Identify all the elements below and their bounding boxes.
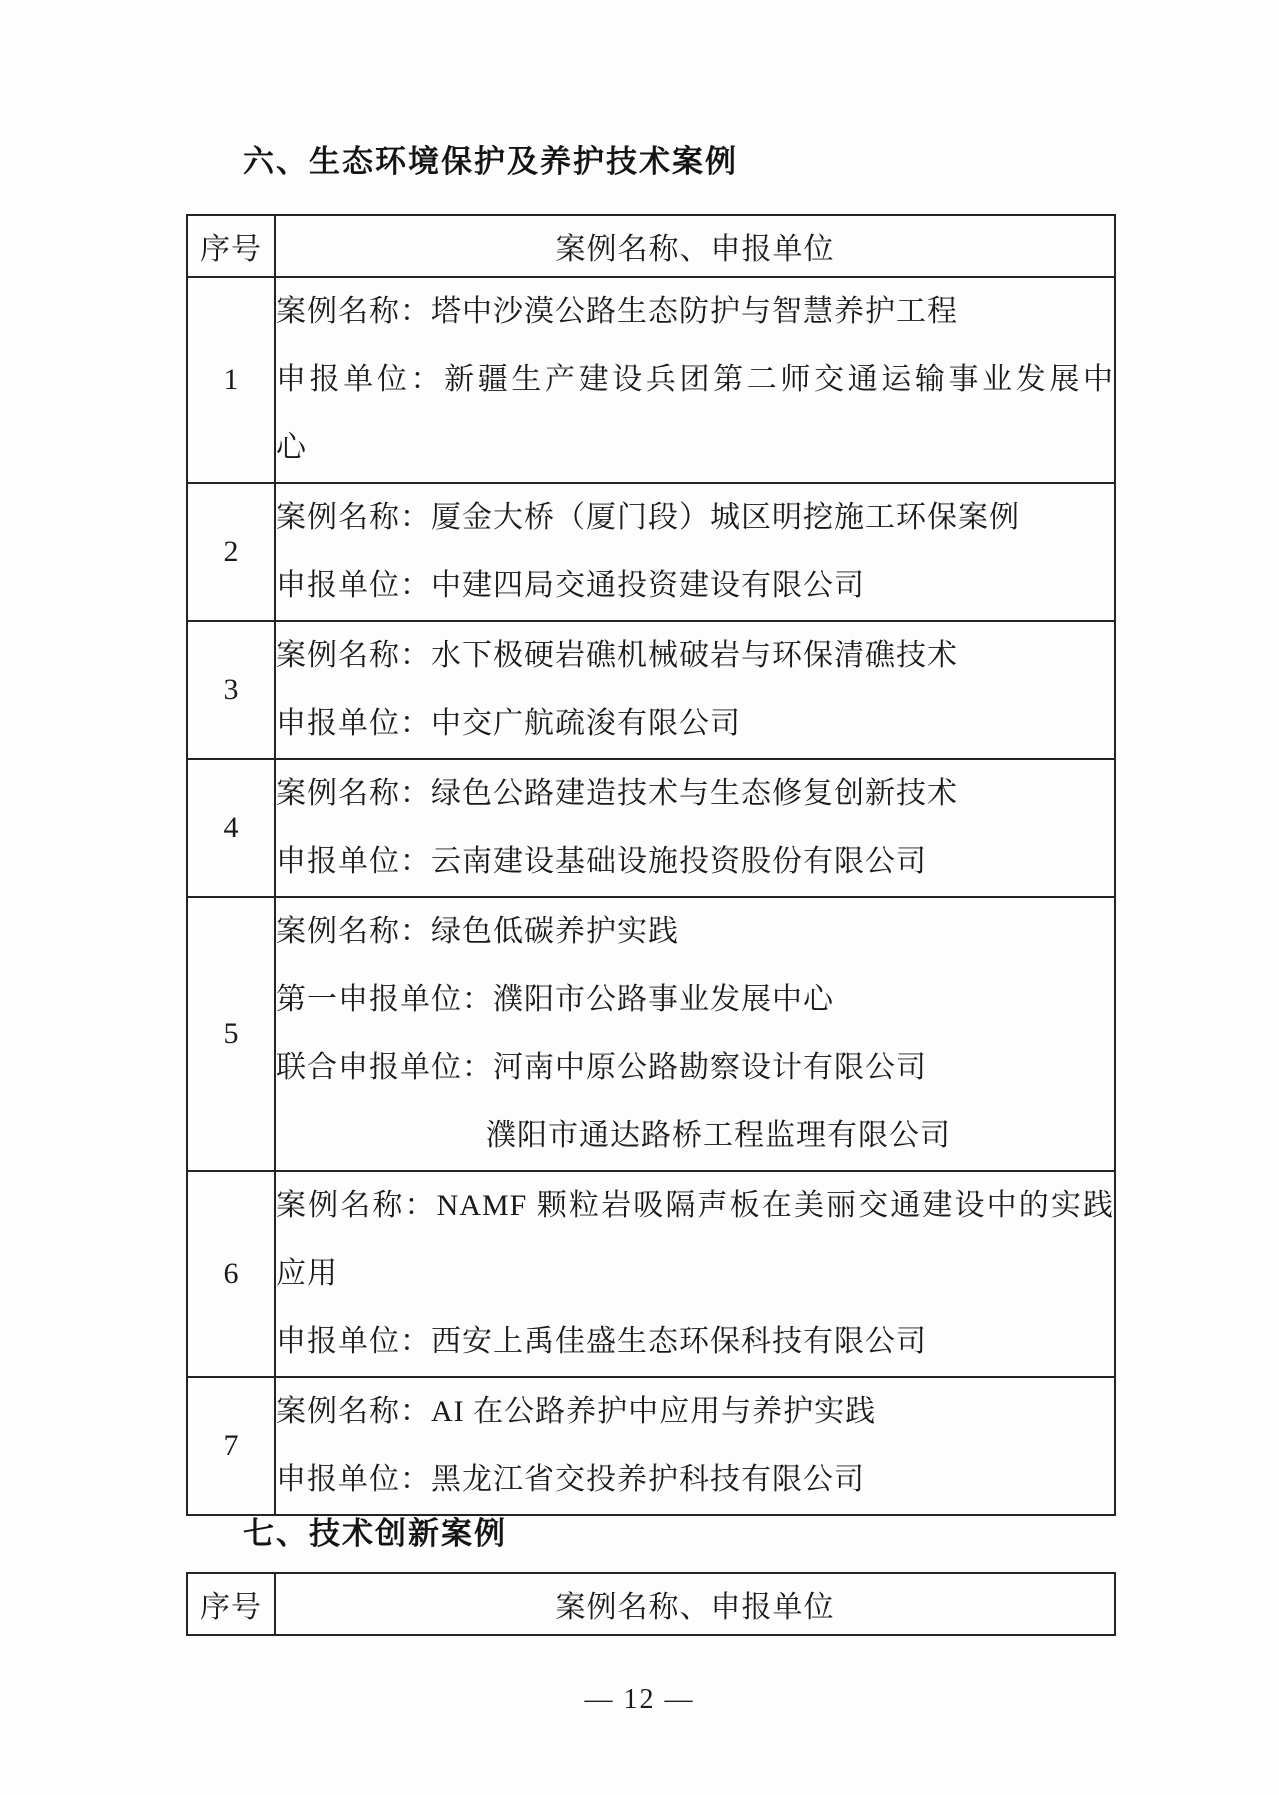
- case-cell: [275, 1171, 1115, 1377]
- case-cell: [275, 759, 1115, 897]
- innovation-cases-table: [186, 1572, 1116, 1636]
- case-line: 案例名称：NAMF 颗粒岩吸隔声板在美丽交通建设中的实践: [276, 1189, 1114, 1222]
- table-row: [187, 621, 1115, 759]
- case-line: 案例名称：绿色低碳养护实践: [276, 915, 679, 948]
- case-line: 案例名称：绿色公路建造技术与生态修复创新技术: [276, 777, 958, 810]
- case-line: 案例名称：水下极硬岩礁机械破岩与环保清礁技术: [276, 639, 958, 672]
- case-cell: [275, 1377, 1115, 1515]
- case-line: 申报单位：中建四局交通投资建设有限公司: [276, 569, 865, 602]
- row-number: 3: [187, 621, 275, 759]
- row-number: 4: [187, 759, 275, 897]
- table-row: [187, 759, 1115, 897]
- row-number: 5: [187, 897, 275, 1171]
- section-6-title: 六、生态环境保护及养护技术案例: [243, 144, 738, 179]
- case-line: 心: [276, 431, 307, 464]
- case-cell: [275, 897, 1115, 1171]
- table-row: [187, 483, 1115, 621]
- case-line: 第一申报单位：濮阳市公路事业发展中心: [276, 983, 834, 1016]
- row-number: 7: [187, 1377, 275, 1515]
- case-cell: [275, 277, 1115, 483]
- section-7-title: 七、技术创新案例: [243, 1516, 507, 1551]
- case-line: 案例名称：塔中沙漠公路生态防护与智慧养护工程: [276, 295, 958, 328]
- table-row: [187, 1171, 1115, 1377]
- eco-cases-table: [186, 214, 1116, 1516]
- table-row: [187, 277, 1115, 483]
- column-header-serial: 序号: [187, 215, 275, 277]
- row-number: 6: [187, 1171, 275, 1377]
- case-line: 申报单位：西安上禹佳盛生态环保科技有限公司: [276, 1325, 927, 1358]
- case-line: 濮阳市通达路桥工程监理有限公司: [486, 1119, 951, 1152]
- case-line: 应用: [276, 1257, 338, 1290]
- column-header-case: 案例名称、申报单位: [275, 1573, 1115, 1635]
- column-header-case: 案例名称、申报单位: [275, 215, 1115, 277]
- case-line: 联合申报单位：河南中原公路勘察设计有限公司: [276, 1051, 927, 1084]
- row-number: 2: [187, 483, 275, 621]
- table-row: [187, 1377, 1115, 1515]
- case-line: 申报单位：云南建设基础设施投资股份有限公司: [276, 845, 927, 878]
- case-cell: [275, 483, 1115, 621]
- column-header-serial: 序号: [187, 1573, 275, 1635]
- case-line: 申报单位：中交广航疏浚有限公司: [276, 707, 741, 740]
- case-line: 申报单位：黑龙江省交投养护科技有限公司: [276, 1463, 865, 1496]
- row-number: 1: [187, 277, 275, 483]
- case-line: 申报单位：新疆生产建设兵团第二师交通运输事业发展中: [276, 363, 1114, 396]
- table-header-row: [187, 215, 1115, 277]
- case-line: 案例名称：厦金大桥（厦门段）城区明挖施工环保案例: [276, 501, 1020, 534]
- table-header-row: [187, 1573, 1115, 1635]
- table-row: [187, 897, 1115, 1171]
- case-line: 案例名称：AI 在公路养护中应用与养护实践: [276, 1395, 877, 1428]
- page-number: — 12 —: [584, 1684, 695, 1715]
- case-cell: [275, 621, 1115, 759]
